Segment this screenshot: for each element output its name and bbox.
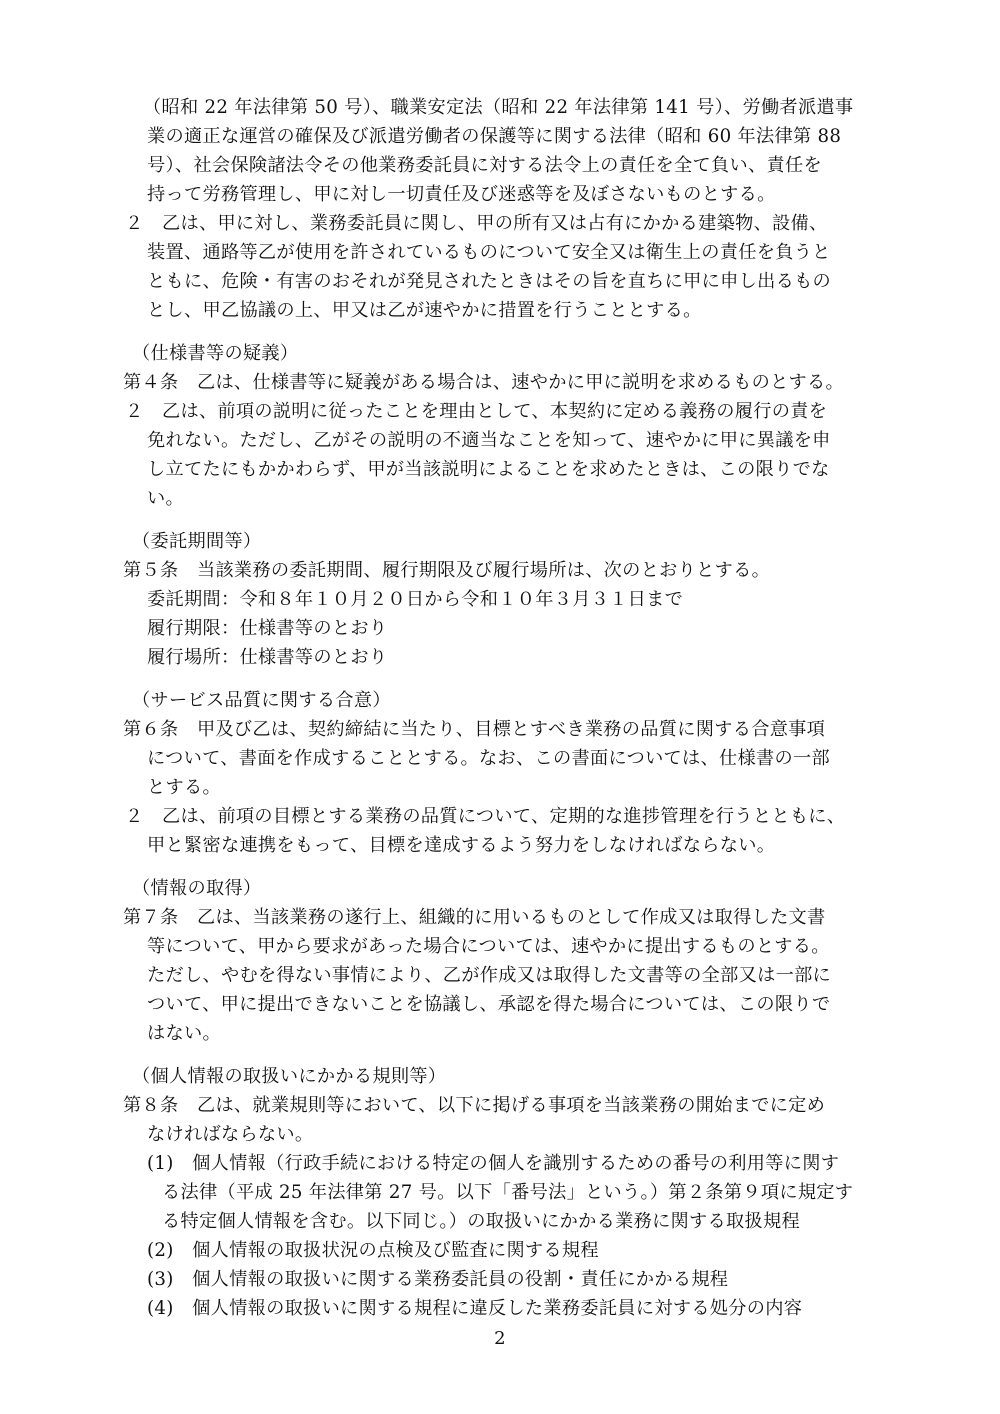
text-line: なければならない。 bbox=[147, 1124, 314, 1145]
list-item: (2) 個人情報の取扱状況の点検及び監査に関する規程 bbox=[147, 1240, 599, 1261]
article-line: 第７条 乙は、当該業務の遂行上、組織的に用いるものとして作成又は取得した文書 bbox=[123, 907, 826, 928]
text-line: 号）、社会保険諸法令その他業務委託員に対する法令上の責任を全て負い、責任を bbox=[147, 155, 822, 176]
text-line: 装置、通路等乙が使用を許されているものについて安全又は衛生上の責任を負うと bbox=[147, 242, 831, 263]
text-line: 委託期間：令和８年１０月２０日から令和１０年３月３１日まで bbox=[147, 589, 684, 610]
text-line: 免れない。ただし、乙がその説明の不適当なことを知って、速やかに甲に異議を申 bbox=[147, 430, 831, 451]
text-line: し立てたにもかかわらず、甲が当該説明によることを求めたときは、この限りでな bbox=[147, 459, 830, 480]
article-line: 第５条 当該業務の委託期間、履行期限及び履行場所は、次のとおりとする。 bbox=[123, 560, 771, 581]
text-line: 業の適正な運営の確保及び派遣労働者の保護等に関する法律（昭和 60 年法律第 88 bbox=[147, 126, 842, 147]
article-line: 第８条 乙は、就業規則等において、以下に掲げる事項を当該業務の開始までに定め bbox=[123, 1095, 826, 1116]
text-line: とし、甲乙協議の上、甲又は乙が速やかに措置を行うこととする。 bbox=[147, 300, 702, 321]
section-heading: （サービス品質に関する合意） bbox=[132, 690, 391, 711]
text-line: とする。 bbox=[147, 777, 221, 798]
text-line: 履行場所：仕様書等のとおり bbox=[147, 647, 388, 668]
text-line: ただし、やむを得ない事情により、乙が作成又は取得した文書等の全部又は一部に bbox=[147, 965, 832, 986]
text-line: る特定個人情報を含む。以下同じ。）の取扱いにかかる業務に関する取扱規程 bbox=[162, 1211, 800, 1232]
text-line: る法律（平成 25 年法律第 27 号。以下「番号法」という。）第２条第９項に規定す bbox=[162, 1182, 854, 1203]
text-line: はない。 bbox=[147, 1023, 221, 1044]
list-item: (1) 個人情報（行政手続における特定の個人を識別するための番号の利用等に関す bbox=[147, 1153, 840, 1174]
section-heading: （情報の取得） bbox=[132, 878, 262, 899]
text-line: ２ 乙は、前項の説明に従ったことを理由として、本契約に定める義務の履行の責を bbox=[125, 401, 828, 422]
text-line: い。 bbox=[147, 488, 184, 509]
text-line: ２ 乙は、前項の目標とする業務の品質について、定期的な進捗管理を行うとともに、 bbox=[125, 806, 846, 827]
list-item: (3) 個人情報の取扱いに関する業務委託員の役割・責任にかかる規程 bbox=[147, 1269, 729, 1290]
text-line: について、書面を作成することとする。なお、この書面については、仕様書の一部 bbox=[147, 748, 830, 769]
text-line: 持って労務管理し、甲に対し一切責任及び迷惑等を及ぼさないものとする。 bbox=[147, 184, 776, 205]
section-heading: （委託期間等） bbox=[132, 531, 262, 552]
text-line: ついて、甲に提出できないことを協議し、承認を得た場合については、この限りで bbox=[147, 994, 831, 1015]
text-line: ともに、危険・有害のおそれが発見されたときはその旨を直ちに甲に申し出るもの bbox=[147, 271, 832, 292]
text-line: ２ 乙は、甲に対し、業務委託員に関し、甲の所有又は占有にかかる建築物、設備、 bbox=[125, 213, 828, 234]
article-line: 第６条 甲及び乙は、契約締結に当たり、目標とすべき業務の品質に関する合意事項 bbox=[123, 719, 826, 740]
section-heading: （個人情報の取扱いにかかる規則等） bbox=[132, 1066, 447, 1087]
text-line: 等について、甲から要求があった場合については、速やかに提出するものとする。 bbox=[147, 936, 830, 957]
section-heading: （仕様書等の疑義） bbox=[132, 343, 299, 364]
article-line: 第４条 乙は、仕様書等に疑義がある場合は、速やかに甲に説明を求めるものとする。 bbox=[123, 372, 845, 393]
list-item: (4) 個人情報の取扱いに関する規程に違反した業務委託員に対する処分の内容 bbox=[147, 1298, 803, 1319]
text-line: （昭和 22 年法律第 50 号）、職業安定法（昭和 22 年法律第 141 号）、労働者派遣事 bbox=[143, 97, 854, 118]
page-number: 2 bbox=[494, 1328, 506, 1349]
text-line: 履行期限：仕様書等のとおり bbox=[147, 618, 388, 639]
text-line: 甲と緊密な連携をもって、目標を達成するよう努力をしなければならない。 bbox=[147, 835, 776, 856]
